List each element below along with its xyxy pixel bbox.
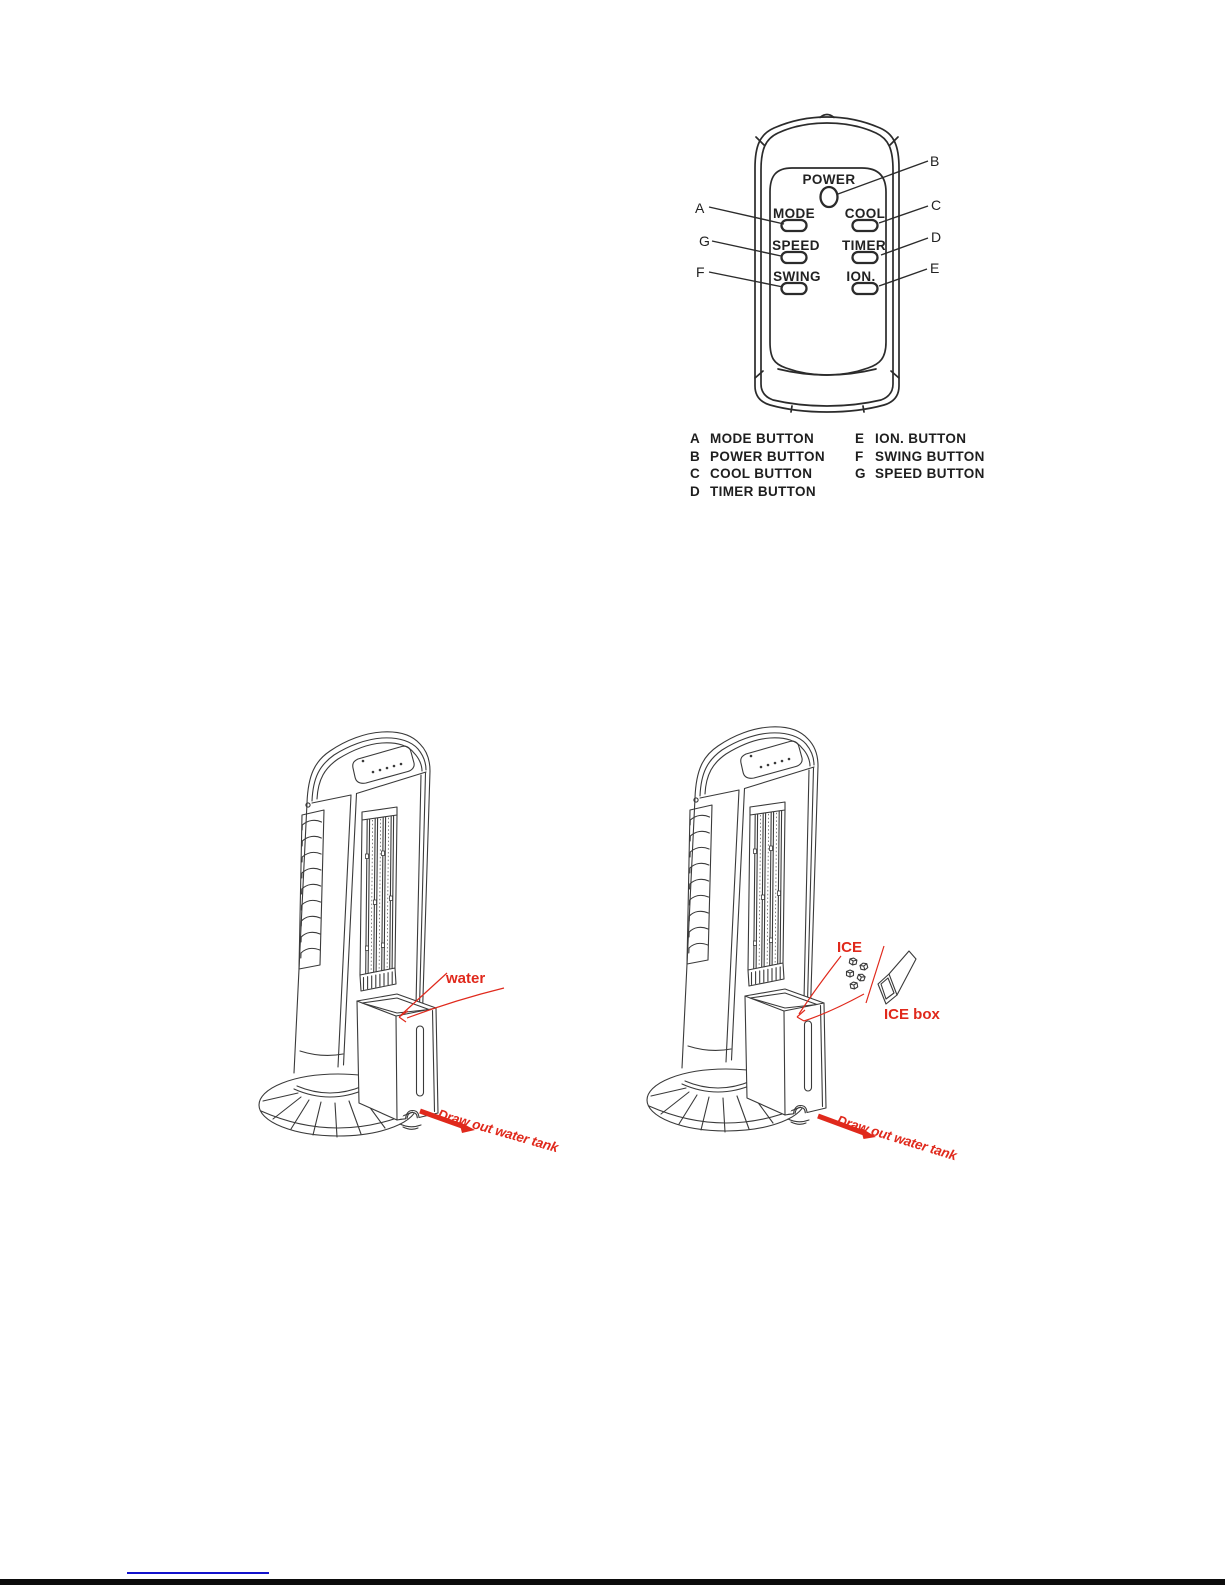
- remote-outer-shell: [755, 117, 899, 412]
- swing-button-shape: [782, 283, 807, 294]
- legend-key: C: [690, 466, 701, 482]
- power-button-shape: [821, 187, 838, 207]
- legend-item-g: [855, 465, 1000, 483]
- legend-key: B: [690, 448, 701, 464]
- legend-key: F: [855, 448, 864, 464]
- legend-label: SPEED BUTTON: [875, 466, 985, 482]
- callout-g: G: [699, 233, 710, 249]
- legend-item-a: [690, 430, 855, 448]
- legend-item-f: [855, 448, 1000, 466]
- remote-control-diagram: [695, 115, 941, 413]
- ice-box-drawing: [878, 951, 916, 1004]
- callout-e: E: [930, 260, 940, 276]
- ion-label: ION.: [846, 269, 876, 284]
- callout-f: F: [696, 264, 705, 280]
- legend-item-c: [690, 465, 855, 483]
- cooler-illustration-right: [647, 727, 826, 1132]
- legend-item-e: [855, 430, 1000, 448]
- ice-label: ICE: [837, 939, 863, 956]
- draw-out-label-left: Draw out water tank: [436, 1106, 560, 1156]
- page-bottom-edge: [0, 1579, 1225, 1585]
- legend-label: TIMER BUTTON: [710, 484, 816, 500]
- legend-label: ION. BUTTON: [875, 431, 967, 447]
- callout-b: B: [930, 153, 940, 169]
- cool-button-shape: [853, 220, 878, 231]
- water-label: water: [446, 970, 486, 987]
- legend-label: SWING BUTTON: [875, 448, 985, 464]
- ice-box-label: ICE box: [884, 1006, 940, 1023]
- ion-button-shape: [853, 283, 878, 294]
- remote-button-legend: [690, 430, 1000, 500]
- timer-button-shape: [853, 252, 878, 263]
- legend-label: POWER BUTTON: [710, 448, 825, 464]
- callout-d: D: [931, 229, 942, 245]
- legend-key: A: [690, 431, 701, 447]
- callout-a: A: [695, 200, 705, 216]
- swing-label: SWING: [773, 269, 821, 284]
- power-label: POWER: [802, 172, 856, 187]
- figure-water-tank: [259, 732, 562, 1156]
- callout-c: C: [931, 197, 942, 213]
- legend-key: E: [855, 431, 865, 447]
- mode-label: MODE: [772, 206, 816, 221]
- draw-out-label-right: Draw out water tank: [835, 1112, 959, 1164]
- legend-key: D: [690, 484, 701, 500]
- legend-item-b: [690, 448, 855, 466]
- speed-button-shape: [782, 252, 807, 263]
- figure-ice-tank: [647, 727, 960, 1164]
- cooler-illustration-left: [259, 732, 438, 1137]
- legend-key: G: [855, 466, 866, 482]
- timer-label: TIMER: [842, 238, 886, 253]
- footer-blue-underline: [127, 1572, 269, 1574]
- ice-cubes: [847, 957, 869, 989]
- mode-button-shape: [782, 220, 807, 231]
- remote-inner-shell: [761, 123, 893, 406]
- legend-item-d: [690, 483, 855, 501]
- speed-label: SPEED: [772, 238, 820, 253]
- legend-label: MODE BUTTON: [710, 431, 815, 447]
- cool-label: COOL: [844, 206, 886, 221]
- legend-label: COOL BUTTON: [710, 466, 813, 482]
